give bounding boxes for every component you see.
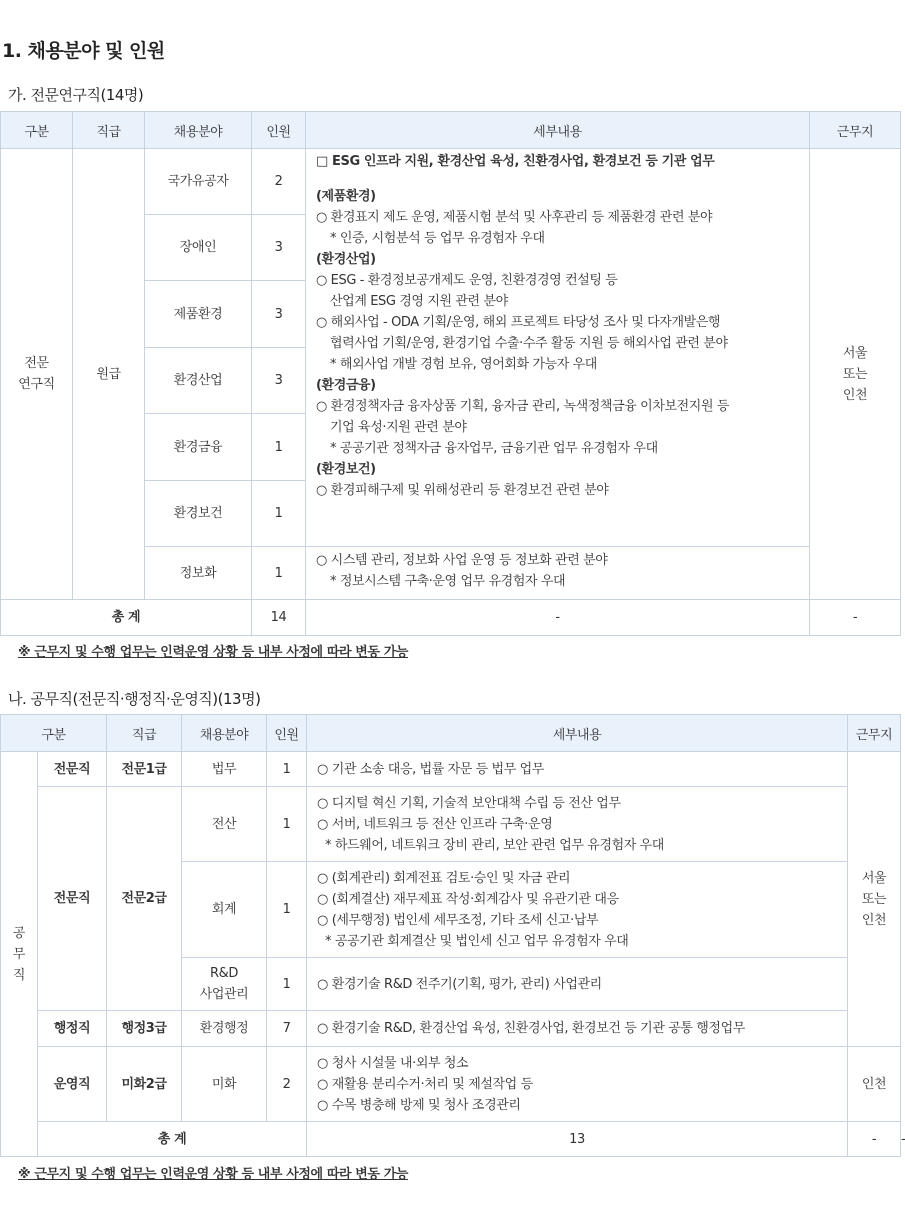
detail-cell-main: □ ESG 인프라 지원, 환경산업 육성, 친환경사업, 환경보건 등 기관 업무 (제품환경) ○ 환경표지 제도 운영, 제품시험 분석 및 사후관리 등 제품환경 관련 분야 * 인증, 시험분석 등 업무 유경험자 우대 (환경산업) ○ ESG - 환경정보공개제도 운영, 친환경경영 컨설팅 등 산업계 ESG 경영 지원 관련 분야 ○ 해외사업 - ODA 기획/운영, 해외 프로젝트 타당성 조사 및 다자개발은행 협력사업 기획/운영, 환경기업 수출·수주 활동 지원 등 해외사업 관련 분야 * 해외사업 개발 경험 보유, 영어회화 가능자 우대 (환경금융) ○ 환경정책자금 융자상품 기획, 융자금 관리, 녹색정책금융 이차보전지원 등 기업 육성·지원 관련 분야 * 공공기관 정책자금 융자업무, 금융기관 업무 유경험자 우대 (환경보건) ○ 환경피해구제 및 위해성관리 등 환경보건 관련 분야 — [306, 149, 810, 547]
count-cell: 3 — [252, 348, 306, 414]
total-label: 총 계 — [1, 600, 252, 636]
header-grade: 직급 — [107, 715, 182, 752]
grade-cell: 전문1급 — [107, 752, 182, 787]
grade-cell: 행정3급 — [107, 1011, 182, 1047]
header-category: 구분 — [1, 715, 107, 752]
grade-cell: 원급 — [73, 149, 145, 600]
detail-cell: ○ 환경기술 R&D 전주기(기획, 평가, 관리) 사업관리 — [307, 958, 848, 1011]
total-label: 총 계 — [38, 1122, 307, 1157]
table-row — [1, 1047, 901, 1122]
count-cell: 2 — [252, 149, 306, 215]
field-cell: 환경산업 — [145, 348, 252, 414]
count-cell: 1 — [252, 414, 306, 481]
location-cell: 서울 또는 인천 — [810, 149, 901, 600]
count-cell: 7 — [267, 1011, 307, 1047]
field-cell: 전산 — [182, 787, 267, 862]
field-cell: 환경행정 — [182, 1011, 267, 1047]
detail-cell: ○ 기관 소송 대응, 법률 자문 등 법무 업무 — [307, 752, 848, 787]
type-cell: 운영직 — [38, 1047, 107, 1122]
page-title: 1. 채용분야 및 인원 — [2, 40, 165, 62]
total-count: 14 — [252, 600, 306, 636]
total-row — [1, 600, 901, 636]
count-cell: 3 — [252, 281, 306, 348]
type-cell: 행정직 — [38, 1011, 107, 1047]
count-cell: 1 — [267, 862, 307, 958]
count-cell: 1 — [252, 481, 306, 547]
count-cell: 1 — [252, 547, 306, 600]
header-field: 채용분야 — [145, 112, 252, 149]
table-header-row — [1, 715, 901, 752]
detail-cell-info: ○ 시스템 관리, 정보화 사업 운영 등 정보화 관련 분야 * 정보시스템 구축·운영 업무 유경험자 우대 — [306, 547, 810, 600]
field-cell: 미화 — [182, 1047, 267, 1122]
header-detail: 세부내용 — [307, 715, 848, 752]
section-b-heading: 나. 공무직(전문직·행정직·운영직)(13명) — [8, 690, 261, 708]
field-cell: 정보화 — [145, 547, 252, 600]
location-cell: 서울 또는 인천 — [848, 752, 901, 1047]
count-cell: 1 — [267, 958, 307, 1011]
table-header-row — [1, 112, 901, 149]
table-row — [1, 1011, 901, 1047]
section-a-heading: 가. 전문연구직(14명) — [8, 86, 144, 104]
total-detail: - — [848, 1122, 901, 1157]
category-cell: 공 무 직 — [1, 752, 38, 1157]
header-detail: 세부내용 — [306, 112, 810, 149]
header-location: 근무지 — [810, 112, 901, 149]
total-location: - — [810, 600, 901, 636]
section-a-note: ※ 근무지 및 수행 업무는 인력운영 상황 등 내부 사정에 따라 변동 가능 — [18, 645, 409, 660]
header-location: 근무지 — [848, 715, 901, 752]
header-category: 구분 — [1, 112, 73, 149]
header-grade: 직급 — [73, 112, 145, 149]
field-cell: 회계 — [182, 862, 267, 958]
staff-recruit-table — [0, 714, 905, 1157]
count-cell: 1 — [267, 787, 307, 862]
section-b-note: ※ 근무지 및 수행 업무는 인력운영 상황 등 내부 사정에 따라 변동 가능 — [18, 1167, 409, 1182]
table-row — [1, 787, 901, 862]
location-cell: 인천 — [848, 1047, 901, 1122]
header-count: 인원 — [252, 112, 306, 149]
grade-cell: 전문2급 — [107, 787, 182, 1011]
total-detail: - — [306, 600, 810, 636]
header-count: 인원 — [267, 715, 307, 752]
detail-cell: ○ (회계관리) 회계전표 검토·승인 및 자금 관리 ○ (회계결산) 재무제표 작성·회계감사 및 유관기관 대응 ○ (세무행정) 법인세 세무조정, 기타 조세 신고·납부 * 공공기관 회계결산 및 법인세 신고 업무 유경험자 우대 — [307, 862, 848, 958]
header-field: 채용분야 — [182, 715, 267, 752]
field-cell: 법무 — [182, 752, 267, 787]
table-row — [1, 752, 901, 787]
detail-cell: ○ 디지털 혁신 기획, 기술적 보안대책 수립 등 전산 업무 ○ 서버, 네트워크 등 전산 인프라 구축·운영 * 하드웨어, 네트워크 장비 관리, 보안 관련 업무 유경험자 우대 — [307, 787, 848, 862]
type-cell: 전문직 — [38, 787, 107, 1011]
detail-cell: ○ 청사 시설물 내·외부 청소 ○ 재활용 분리수거·처리 및 제설작업 등 ○ 수목 병충해 방제 및 청사 조경관리 — [307, 1047, 848, 1122]
field-cell: R&D 사업관리 — [182, 958, 267, 1011]
count-cell: 2 — [267, 1047, 307, 1122]
detail-cell: ○ 환경기술 R&D, 환경산업 육성, 친환경사업, 환경보건 등 기관 공통 행정업무 — [307, 1011, 848, 1047]
field-cell: 환경보건 — [145, 481, 252, 547]
count-cell: 1 — [267, 752, 307, 787]
field-cell: 장애인 — [145, 215, 252, 281]
count-cell: 3 — [252, 215, 306, 281]
field-cell: 환경금융 — [145, 414, 252, 481]
field-cell: 제품환경 — [145, 281, 252, 348]
research-recruit-table — [0, 111, 901, 636]
category-cell: 전문 연구직 — [1, 149, 73, 600]
grade-cell: 미화2급 — [107, 1047, 182, 1122]
type-cell: 전문직 — [38, 752, 107, 787]
total-row: 총 계 13 - - — [1, 1122, 901, 1157]
field-cell: 국가유공자 — [145, 149, 252, 215]
table-row — [1, 149, 901, 215]
total-count: 13 — [307, 1122, 848, 1157]
